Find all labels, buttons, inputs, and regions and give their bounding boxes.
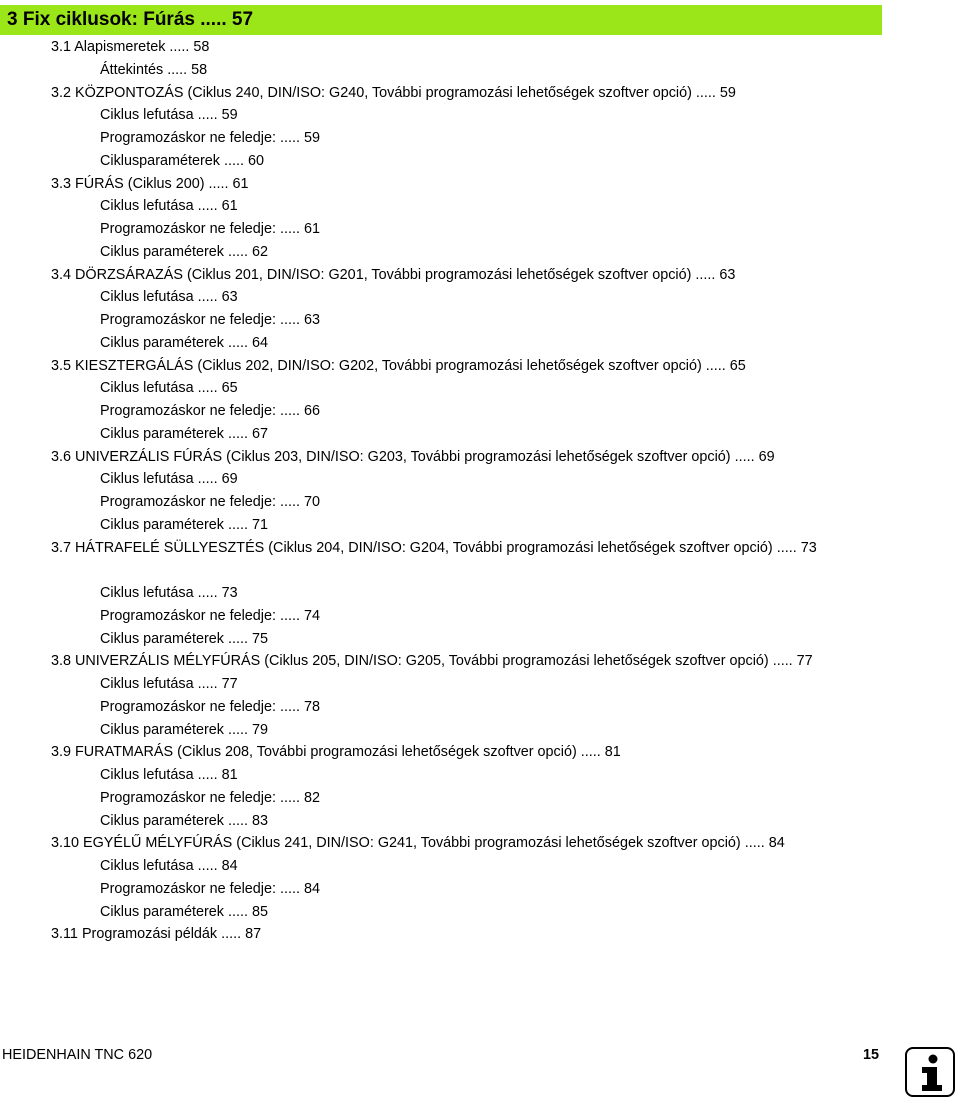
toc-subsection-entry[interactable]: Ciklus paraméterek ..... 71 xyxy=(100,516,268,533)
toc-subsection-entry[interactable]: Programozáskor ne feledje: ..... 74 xyxy=(100,607,320,624)
toc-subsection-entry[interactable]: Ciklus paraméterek ..... 83 xyxy=(100,812,268,829)
toc-subsection-entry[interactable]: Programozáskor ne feledje: ..... 78 xyxy=(100,698,320,715)
toc-section-entry[interactable]: 3.10 EGYÉLŰ MÉLYFÚRÁS (Ciklus 241, DIN/ISO: G241, További programozási lehetőségek szoftver opció) ..... 84 xyxy=(51,835,785,852)
info-glyph xyxy=(907,1049,953,1095)
toc-subsection-entry[interactable]: Programozáskor ne feledje: ..... 61 xyxy=(100,221,320,237)
footer-product-name: HEIDENHAIN TNC 620 xyxy=(2,1047,153,1063)
toc-subsection-entry[interactable]: Ciklus paraméterek ..... 67 xyxy=(100,425,268,442)
toc-subsection-entry[interactable]: Ciklus paraméterek ..... 79 xyxy=(100,721,268,738)
chapter-title[interactable]: 3 Fix ciklusok: Fúrás ..... 57 xyxy=(7,9,254,30)
toc-subsection-entry[interactable]: Programozáskor ne feledje: ..... 63 xyxy=(100,312,320,328)
toc-subsection-entry[interactable]: Ciklus paraméterek ..... 64 xyxy=(100,334,268,351)
toc-subsection-entry[interactable]: Áttekintés ..... 58 xyxy=(100,61,208,78)
toc-subsection-entry[interactable]: Programozáskor ne feledje: ..... 70 xyxy=(100,494,320,510)
toc-subsection-entry[interactable]: Ciklus lefutása ..... 81 xyxy=(100,767,238,783)
footer-page-number: 15 xyxy=(863,1047,880,1063)
toc-subsection-entry[interactable]: Programozáskor ne feledje: ..... 66 xyxy=(100,403,320,419)
toc-subsection-entry[interactable]: Ciklus lefutása ..... 69 xyxy=(100,471,238,488)
toc-subsection-entry[interactable]: Ciklus paraméterek ..... 75 xyxy=(100,630,268,647)
chapter-header-bar xyxy=(0,5,882,35)
toc-section-entry[interactable]: 3.5 KIESZTERGÁLÁS (Ciklus 202, DIN/ISO: G202, További programozási lehetőségek szoftver opció) ..... 65 xyxy=(51,357,746,374)
toc-section-entry[interactable]: 3.9 FURATMARÁS (Ciklus 208, További programozási lehetőségek szoftver opció) ..... 81 xyxy=(51,744,621,761)
toc-section-entry[interactable]: 3.3 FÚRÁS (Ciklus 200) ..... 61 xyxy=(51,175,249,192)
toc-subsection-entry[interactable]: Ciklus lefutása ..... 61 xyxy=(100,198,238,215)
toc-section-entry[interactable]: 3.2 KÖZPONTOZÁS (Ciklus 240, DIN/ISO: G240, További programozási lehetőségek szoftver opció) ..... 59 xyxy=(51,84,736,101)
toc-section-entry[interactable]: 3.7 HÁTRAFELÉ SÜLLYESZTÉS (Ciklus 204, DIN/ISO: G204, További programozási lehetőségek szoftver opció) ..... 73 xyxy=(51,539,817,556)
toc-subsection-entry[interactable]: Ciklus lefutása ..... 77 xyxy=(100,676,238,692)
toc-section-entry[interactable]: 3.1 Alapismeretek ..... 58 xyxy=(51,39,210,55)
toc-subsection-entry[interactable]: Programozáskor ne feledje: ..... 82 xyxy=(100,789,320,806)
toc-subsection-entry[interactable]: Ciklus lefutása ..... 63 xyxy=(100,289,238,306)
toc-subsection-entry[interactable]: Ciklus lefutása ..... 73 xyxy=(100,585,238,601)
toc-section-entry[interactable]: 3.6 UNIVERZÁLIS FÚRÁS (Ciklus 203, DIN/ISO: G203, További programozási lehetőségek szoftver opció) ..... 69 xyxy=(51,448,775,465)
toc-subsection-entry[interactable]: Programozáskor ne feledje: ..... 84 xyxy=(100,880,320,897)
toc-subsection-entry[interactable]: Ciklus lefutása ..... 59 xyxy=(100,107,238,124)
toc-subsection-entry[interactable]: Ciklusparaméterek ..... 60 xyxy=(100,152,264,169)
toc-section-entry[interactable]: 3.11 Programozási példák ..... 87 xyxy=(51,926,262,943)
toc-subsection-entry[interactable]: Ciklus lefutása ..... 84 xyxy=(100,858,238,874)
toc-subsection-entry[interactable]: Ciklus paraméterek ..... 85 xyxy=(100,903,268,920)
toc-subsection-entry[interactable]: Ciklus lefutása ..... 65 xyxy=(100,380,238,397)
toc-subsection-entry[interactable]: Programozáskor ne feledje: ..... 59 xyxy=(100,130,320,146)
info-icon[interactable] xyxy=(905,1047,955,1097)
toc-subsection-entry[interactable]: Ciklus paraméterek ..... 62 xyxy=(100,243,268,260)
toc-section-entry[interactable]: 3.4 DÖRZSÁRAZÁS (Ciklus 201, DIN/ISO: G201, További programozási lehetőségek szoftver opció) ..... 63 xyxy=(51,266,736,283)
toc-section-entry[interactable]: 3.8 UNIVERZÁLIS MÉLYFÚRÁS (Ciklus 205, DIN/ISO: G205, További programozási lehetőségek szoftver opció) ..... 77 xyxy=(51,653,813,670)
